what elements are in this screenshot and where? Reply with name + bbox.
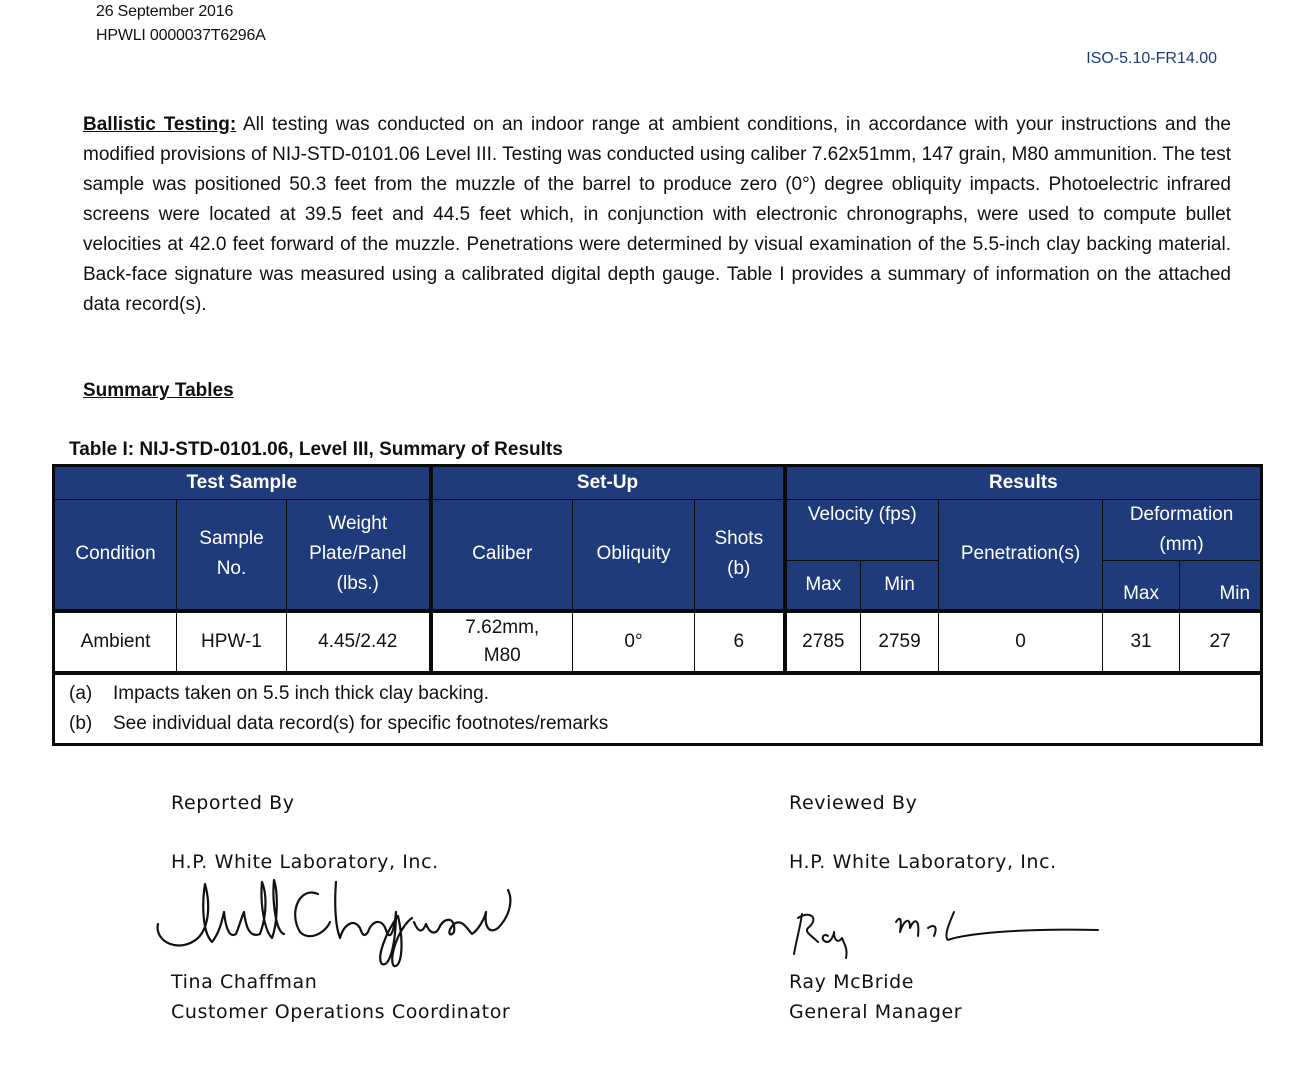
group-results: Results — [785, 467, 1261, 500]
reviewed-by-label: Reviewed By — [789, 792, 918, 814]
col-deformation-min: Min — [1180, 561, 1261, 611]
cell-caliber-line2: M80 — [483, 644, 521, 666]
col-velocity: Velocity (fps) — [785, 500, 939, 561]
signature-tina-chaffman — [150, 872, 520, 972]
cell-caliber — [431, 611, 573, 673]
cell-velocity-max: 2785 — [785, 611, 861, 673]
col-velocity-max: Max — [785, 561, 861, 611]
footnote-b — [69, 709, 1260, 739]
col-sample-no-line2: No. — [216, 558, 247, 580]
ballistic-testing-heading: Ballistic Testing: — [83, 114, 237, 135]
cell-condition: Ambient — [55, 611, 177, 673]
footnote-a-tag: (a) — [69, 682, 93, 704]
cell-deformation-min: 27 — [1180, 611, 1261, 673]
footnote-b-tag: (b) — [69, 712, 93, 734]
reported-by-label: Reported By — [171, 792, 295, 814]
col-weight — [287, 500, 431, 611]
reviewer-title: General Manager — [789, 1001, 963, 1023]
col-shots-line2: (b) — [727, 558, 751, 580]
col-caliber: Caliber — [431, 500, 573, 611]
group-test-sample: Test Sample — [55, 467, 431, 500]
column-header-row — [55, 500, 1261, 561]
col-sample-no-line1: Sample — [199, 528, 264, 550]
cell-caliber-line1: 7.62mm, — [465, 616, 540, 638]
reviewer-name: Ray McBride — [789, 971, 915, 993]
reporter-title: Customer Operations Coordinator — [171, 1001, 511, 1023]
reviewed-by-org: H.P. White Laboratory, Inc. — [789, 851, 1057, 873]
footnote-b-text: See individual data record(s) for specific footnotes/remarks — [113, 712, 609, 734]
col-obliquity: Obliquity — [573, 500, 695, 611]
cell-weight: 4.45/2.42 — [287, 611, 431, 673]
cell-shots: 6 — [695, 611, 785, 673]
col-weight-line3: (lbs.) — [336, 573, 379, 595]
cell-sample-no: HPW-1 — [177, 611, 287, 673]
summary-results-table — [54, 466, 1261, 744]
col-sample-no — [177, 500, 287, 611]
cell-obliquity: 0° — [573, 611, 695, 673]
footnote-a-text: Impacts taken on 5.5 inch thick clay backing. — [113, 682, 489, 704]
footnote-a — [69, 679, 1260, 709]
col-deformation-line2: (mm) — [1159, 534, 1204, 555]
group-header-row — [55, 467, 1261, 500]
col-condition: Condition — [55, 500, 177, 611]
col-weight-line2: Plate/Panel — [309, 543, 407, 565]
report-date: 26 September 2016 — [96, 3, 234, 20]
table-row — [55, 611, 1261, 673]
footnotes-row — [55, 673, 1261, 744]
col-penetration: Penetration(s) — [939, 500, 1103, 611]
col-shots — [695, 500, 785, 611]
reported-by-org: H.P. White Laboratory, Inc. — [171, 851, 439, 873]
col-velocity-min: Min — [861, 561, 939, 611]
signature-ray-mcbride — [788, 892, 1108, 962]
ballistic-testing-paragraph — [83, 110, 1231, 320]
col-deformation — [1103, 500, 1261, 561]
col-deformation-line1: Deformation — [1129, 504, 1234, 525]
footnotes-cell — [55, 673, 1261, 744]
cell-velocity-min: 2759 — [861, 611, 939, 673]
ballistic-testing-text: All testing was conducted on an indoor range at ambient conditions, in accordance with your instructions and the modified provisions of NIJ-STD-0101.06 Level III. Testing was conducted using caliber 7.62x51mm, 147 grain, M80 ammunition. The test sample was positioned 50.3 feet from the muzzle of the barrel to produce zero (0°) degree obliquity impacts. Photoelectric infrared screens were located at 39.5 feet and 44.5 feet which, in conjunction with electronic chronographs, were used to compute bullet velocities at 42.0 feet forward of the muzzle. Penetrations were determined by visual examination of the 5.5-inch clay backing material. Back-face signature was measured using a calibrated digital depth gauge. Table I provides a summary of information on the attached data record(s). — [83, 114, 1231, 315]
reporter-name: Tina Chaffman — [171, 971, 318, 993]
table-title: Table I: NIJ-STD-0101.06, Level III, Summary of Results — [69, 439, 563, 460]
group-setup: Set-Up — [431, 467, 785, 500]
col-shots-line1: Shots — [714, 528, 764, 550]
col-weight-line1: Weight — [328, 513, 388, 535]
cell-penetration: 0 — [939, 611, 1103, 673]
cell-deformation-max: 31 — [1103, 611, 1180, 673]
report-id: HPWLI 0000037T6296A — [96, 27, 266, 44]
col-deformation-max: Max — [1103, 561, 1180, 611]
summary-tables-heading: Summary Tables — [83, 380, 234, 401]
document-reference: ISO-5.10-FR14.00 — [1086, 50, 1217, 67]
